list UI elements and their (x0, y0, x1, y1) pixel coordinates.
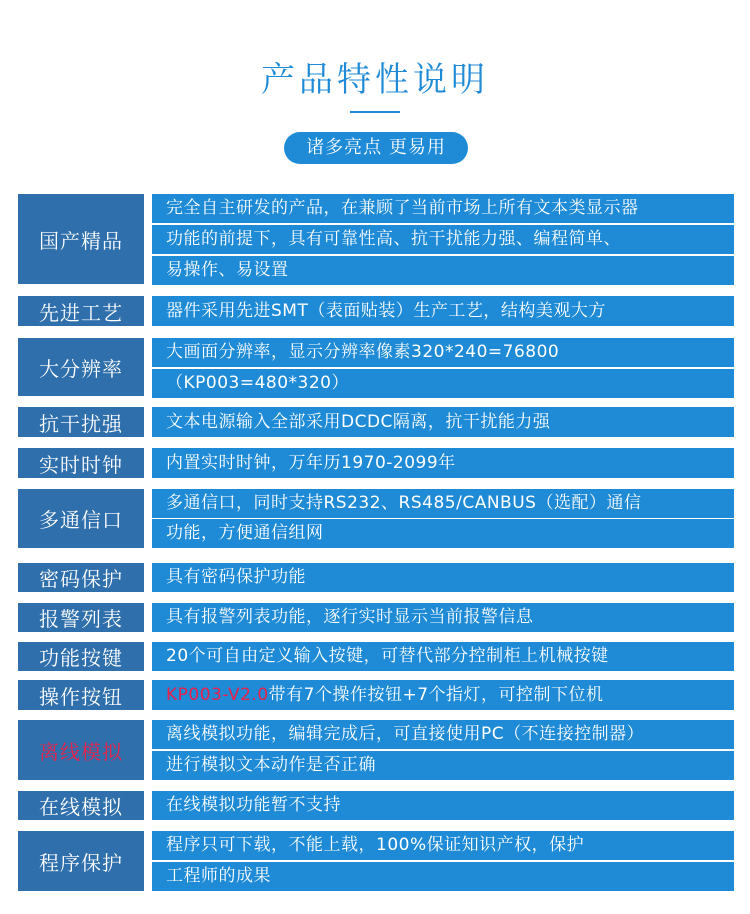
feature-description-line (152, 489, 734, 518)
feature-description (152, 791, 734, 820)
subtitle-pill: 诸多亮点 更易用 (284, 132, 468, 164)
feature-description-line (152, 296, 734, 326)
feature-label: 国产精品 (18, 194, 144, 284)
feature-description-line (152, 194, 734, 223)
feature-description-text: 功能，方便通信组网 (166, 523, 324, 543)
feature-row (18, 642, 734, 671)
feature-description-text: 进行模拟文本动作是否正确 (166, 755, 376, 775)
feature-description (152, 407, 734, 437)
feature-description (152, 720, 734, 780)
feature-row (18, 407, 734, 437)
feature-description-line (152, 791, 734, 820)
feature-description-line (152, 519, 734, 548)
feature-label: 先进工艺 (18, 296, 144, 326)
feature-description-line (152, 751, 734, 780)
feature-description-line (152, 862, 734, 891)
feature-description (152, 194, 734, 284)
feature-row (18, 563, 734, 592)
feature-label: 多通信口 (18, 489, 144, 548)
feature-description-text: 程序只可下载，不能上载，100%保证知识产权，保护 (166, 835, 585, 855)
feature-row (18, 680, 734, 710)
feature-description-line (152, 720, 734, 749)
feature-description (152, 296, 734, 326)
feature-description-text: 具有密码保护功能 (166, 567, 306, 587)
feature-label: 抗干扰强 (18, 407, 144, 437)
feature-row (18, 720, 734, 780)
feature-description-text: 完全自主研发的产品，在兼顾了当前市场上所有文本类显示器 (166, 198, 639, 218)
feature-description-text: 易操作、易设置 (166, 260, 289, 280)
feature-description (152, 603, 734, 632)
feature-description-line (152, 831, 734, 860)
feature-description-text: 工程师的成果 (166, 866, 271, 886)
feature-description-line (152, 603, 734, 632)
feature-description-text: 内置实时时钟，万年历1970-2099年 (166, 453, 456, 473)
feature-description-line (152, 563, 734, 592)
feature-description-text: 文本电源输入全部采用DCDC隔离，抗干扰能力强 (166, 412, 551, 432)
feature-description-text: 大画面分辨率，显示分辨率像素320*240=76800 (166, 342, 560, 362)
feature-label: 在线模拟 (18, 791, 144, 820)
feature-label: 报警列表 (18, 603, 144, 632)
feature-description-text: 离线模拟功能，编辑完成后，可直接使用PC（不连接控制器） (166, 724, 645, 744)
feature-row (18, 296, 734, 326)
feature-description-line (152, 642, 734, 671)
feature-label: 操作按钮 (18, 680, 144, 710)
feature-description-line (152, 448, 734, 478)
feature-description-text: 器件采用先进SMT（表面贴装）生产工艺，结构美观大方 (166, 301, 606, 321)
feature-description (152, 338, 734, 396)
feature-label: 实时时钟 (18, 448, 144, 478)
feature-description-text: 带有7个操作按钮+7个指灯，可控制下位机 (268, 685, 604, 705)
feature-description-text: （KP003=480*320） (166, 373, 349, 393)
feature-label: 程序保护 (18, 831, 144, 891)
feature-label: 功能按键 (18, 642, 144, 671)
feature-description-line (152, 407, 734, 437)
feature-description-line (152, 256, 734, 285)
feature-description-text: 在线模拟功能暂不支持 (166, 795, 341, 815)
feature-description-text: 具有报警列表功能，逐行实时显示当前报警信息 (166, 607, 534, 627)
feature-description-line (152, 680, 734, 710)
feature-description (152, 680, 734, 710)
feature-description (152, 448, 734, 478)
feature-description-line (152, 225, 734, 254)
feature-description-text: 多通信口，同时支持RS232、RS485/CANBUS（选配）通信 (166, 493, 642, 513)
feature-row (18, 194, 734, 284)
feature-row (18, 603, 734, 632)
feature-description-text: 功能的前提下，具有可靠性高、抗干扰能力强、编程简单、 (166, 229, 621, 249)
feature-row (18, 338, 734, 396)
feature-description (152, 831, 734, 891)
feature-description-text: 20个可自由定义输入按键，可替代部分控制柜上机械按键 (166, 646, 609, 666)
feature-description-line (152, 338, 734, 367)
feature-row (18, 791, 734, 820)
feature-description-line (152, 369, 734, 398)
feature-row (18, 831, 734, 891)
feature-label: 大分辨率 (18, 338, 144, 396)
feature-label: 密码保护 (18, 563, 144, 592)
model-highlight: KP003-V2.0 (166, 685, 269, 705)
feature-row (18, 489, 734, 548)
feature-row (18, 448, 734, 478)
feature-description (152, 489, 734, 548)
feature-description (152, 642, 734, 671)
feature-description (152, 563, 734, 592)
page-title: 产品特性说明 (261, 60, 489, 100)
feature-label: 离线模拟 (18, 720, 144, 780)
